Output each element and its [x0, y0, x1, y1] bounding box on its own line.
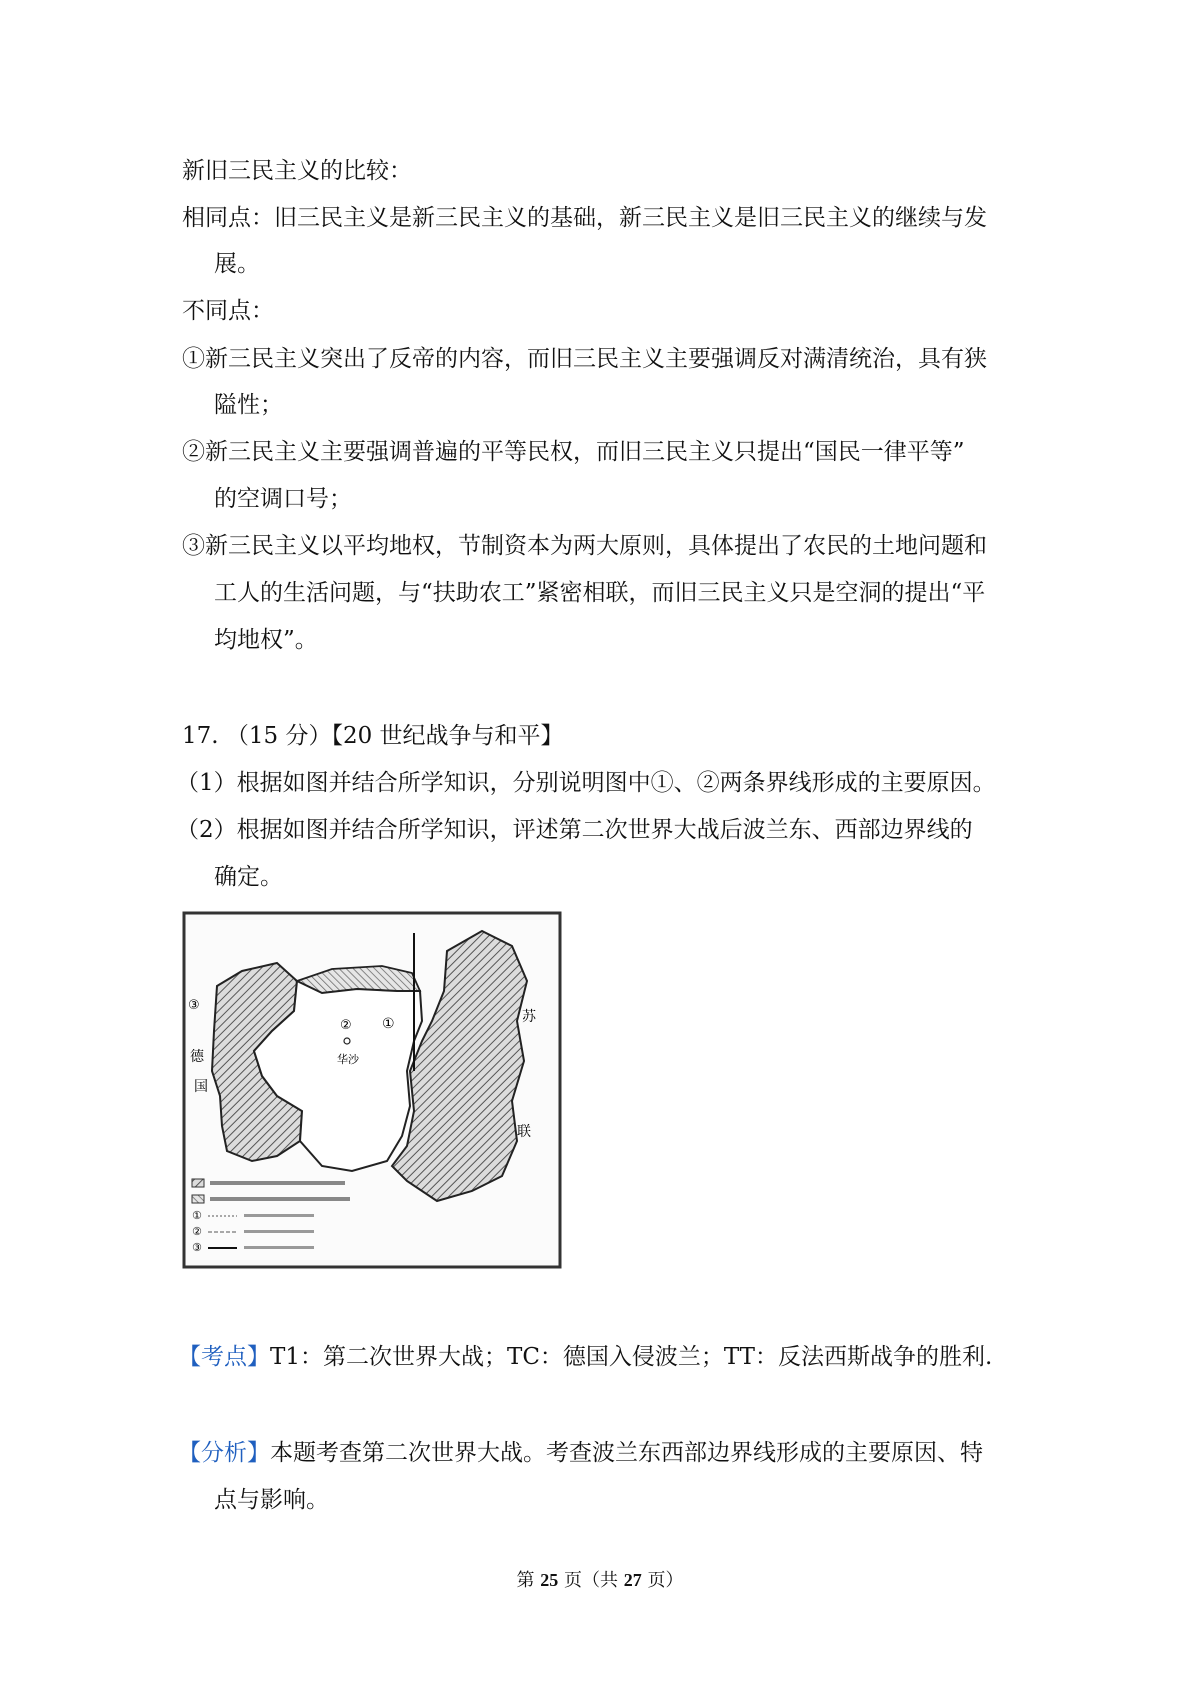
fenxi-line-1	[178, 1438, 983, 1468]
question-number: 17.	[182, 723, 219, 749]
marker-3: ③	[188, 998, 200, 1013]
diff-3-line-1: ③新三民主义以平均地权，节制资本为两大原则，具体提出了农民的土地问题和	[182, 533, 987, 559]
poland-border-map	[182, 911, 562, 1269]
same-point-line-1: 相同点：旧三民主义是新三民主义的基础，新三民主义是旧三民主义的继续与发	[182, 205, 987, 231]
diff-1-line-1: ①新三民主义突出了反帝的内容，而旧三民主义主要强调反对满清统治，具有狭	[182, 346, 987, 372]
same-point-line-2: 展。	[214, 251, 260, 277]
diff-2-line-1: ②新三民主义主要强调普遍的平等民权，而旧三民主义只提出“国民一律平等”	[182, 439, 965, 465]
footer-total-pages: 27	[623, 1570, 642, 1590]
diff-1-line-2: 隘性；	[214, 392, 283, 418]
question-score: （15 分）	[225, 723, 332, 749]
footer-prefix: 第	[516, 1570, 535, 1591]
marker-1: ①	[382, 1016, 395, 1032]
label-huasha: 华沙	[337, 1053, 359, 1066]
diff-heading: 不同点：	[182, 298, 274, 324]
legend-marker-1: ①	[192, 1209, 202, 1222]
footer-page-number: 25	[540, 1570, 559, 1590]
fenxi-text-1: 本题考查第二次世界大战。考查波兰东西部边界线形成的主要原因、特	[270, 1440, 983, 1466]
label-de: 德	[190, 1049, 204, 1065]
diff-2-line-2: 的空调口号；	[214, 486, 352, 512]
question-part-2-line-2: 确定。	[214, 864, 283, 890]
question-topic: 【20 世纪战争与和平】	[331, 723, 564, 749]
kaodian-label: 【考点】	[178, 1344, 270, 1370]
footer-middle: 页（共	[564, 1570, 618, 1591]
question-part-2-line-1: （2）根据如图并结合所学知识，评述第二次世界大战后波兰东、西部边界线的	[176, 817, 973, 843]
kaodian-line	[178, 1342, 992, 1372]
footer-suffix: 页）	[647, 1570, 684, 1591]
fenxi-label: 【分析】	[178, 1440, 270, 1466]
marker-2: ②	[340, 1018, 352, 1033]
diff-3-line-3: 均地权”。	[214, 627, 318, 653]
label-guo: 国	[194, 1079, 208, 1095]
comparison-heading: 新旧三民主义的比较：	[182, 158, 412, 184]
legend-marker-2: ②	[192, 1225, 202, 1238]
question-header	[182, 721, 564, 751]
page-footer	[0, 1566, 1200, 1592]
question-part-1: （1）根据如图并结合所学知识，分别说明图中①、②两条界线形成的主要原因。	[176, 770, 996, 796]
label-su: 苏	[522, 1009, 536, 1025]
diff-3-line-2: 工人的生活问题，与“扶助农工”紧密相联，而旧三民主义只是空洞的提出“平	[214, 580, 986, 606]
legend-marker-3: ③	[192, 1241, 202, 1254]
kaodian-text: T1：第二次世界大战；TC：德国入侵波兰；TT：反法西斯战争的胜利.	[270, 1344, 993, 1370]
fenxi-line-2: 点与影响。	[214, 1487, 329, 1513]
label-lian: 联	[517, 1124, 531, 1140]
